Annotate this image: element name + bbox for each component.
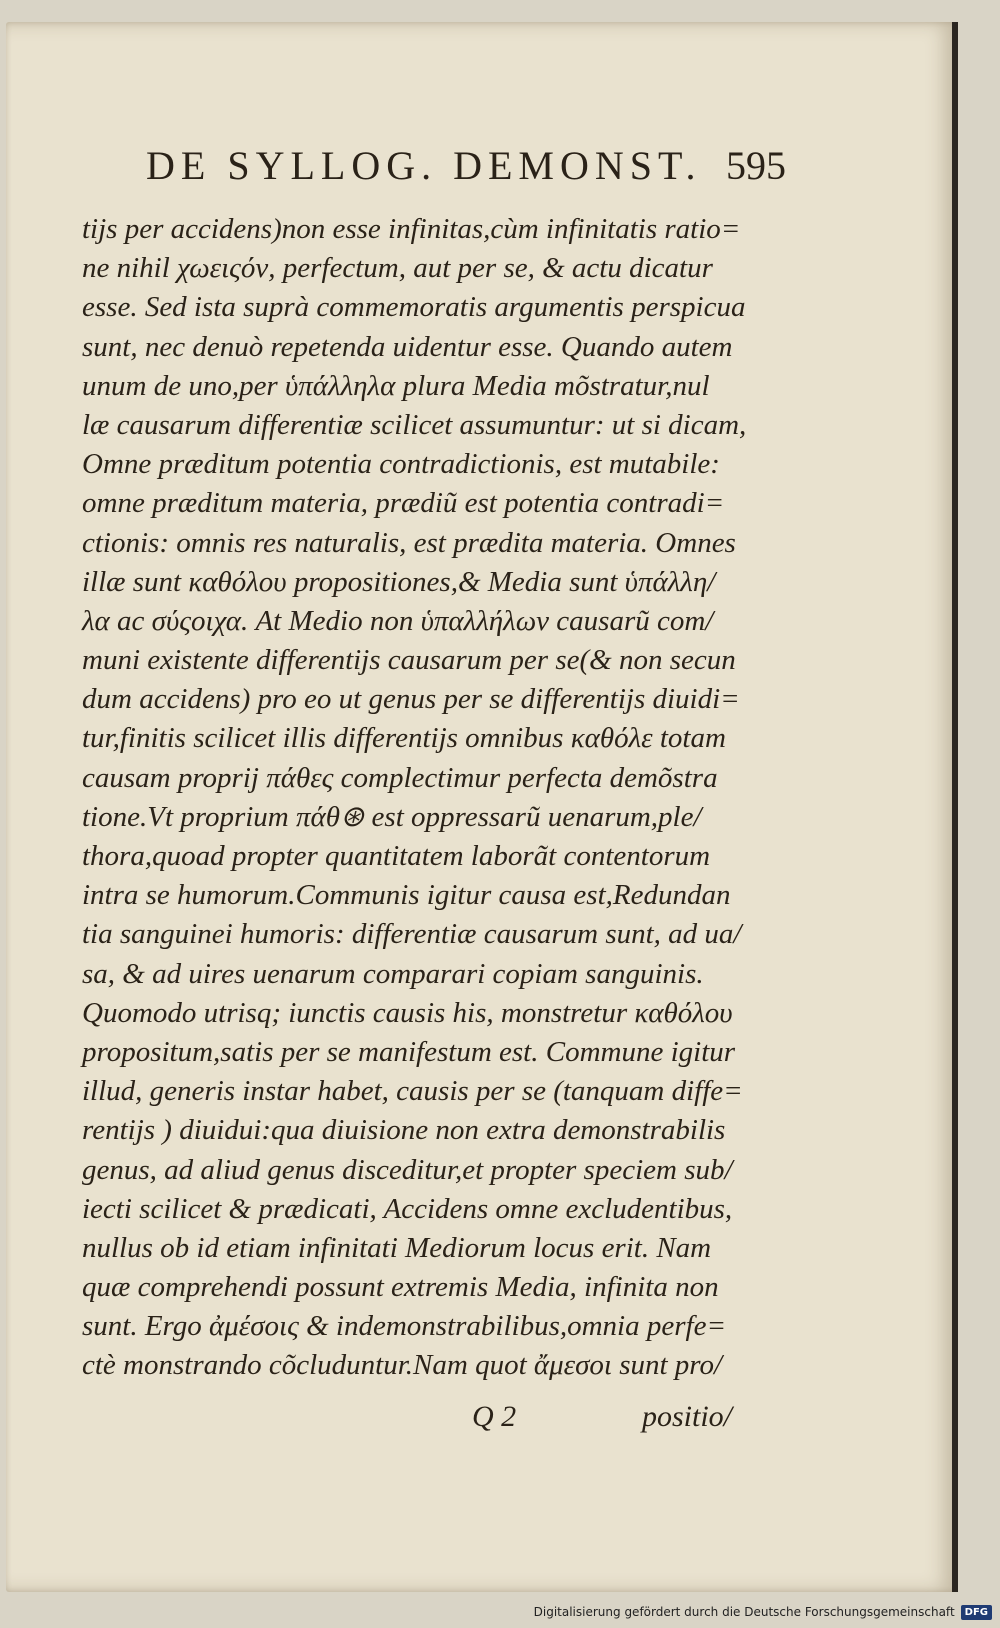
page-number: 595 (726, 143, 786, 188)
text-line: omne præditum materia, prædiũ est potentia contradi= (82, 487, 725, 520)
text-line: tijs per accidens)non esse infinitas,cùm infinitatis ratio= (82, 213, 741, 245)
text-line: sunt. Ergo ἀμέσοις & indemonstrabilibus,omnia perfe= (82, 1310, 727, 1343)
text-line: intra se humorum.Communis igitur causa est,Redundan (82, 879, 731, 912)
text-block (82, 210, 782, 1386)
digitization-credit (534, 1602, 992, 1622)
text-line: ctè monstrando cõcluduntur.Nam quot ἄμεσοι sunt pro/ (82, 1349, 723, 1382)
text-line: illæ sunt καθόλου propositiones,& Media sunt ὑπάλλη/ (82, 565, 716, 598)
text-line: Omne præditum potentia contradictionis, est mutabile: (82, 448, 720, 481)
text-line: genus, ad aliud genus disceditur,et propter speciem sub/ (82, 1153, 733, 1186)
text-line: rentijs ) diuidui:qua diuisione non extra demonstrabilis (82, 1114, 726, 1147)
text-line: esse. Sed ista suprà commemoratis argumentis perspicua (82, 291, 746, 324)
text-line: causam proprij πάθες complectimur perfecta demõstra (82, 761, 718, 794)
text-line: læ causarum differentiæ scilicet assumuntur: ut si dicam, (82, 408, 747, 441)
page-footer (82, 1400, 782, 1440)
text-line: λα ac σύςοιχα. At Medio non ὑπαλλήλων causarũ com/ (82, 604, 714, 637)
text-line: Quomodo utrisq; iunctis causis his, monstretur καθόλου (82, 996, 733, 1029)
text-line: sa, & ad uires uenarum comparari copiam sanguinis. (82, 957, 704, 990)
text-line: unum de uno,per ὑπάλληλα plura Media mõstratur,nul (82, 369, 710, 402)
dfg-logo: DFG (961, 1605, 992, 1620)
text-line: tia sanguinei humoris: differentiæ causarum sunt, ad ua/ (82, 918, 742, 951)
text-line: tur,finitis scilicet illis differentijs omnibus καθόλε totam (82, 722, 726, 755)
text-line: dum accidens) pro eo ut genus per se differentijs diuidi= (82, 683, 740, 716)
signature-mark: Q 2 (472, 1400, 517, 1433)
text-line: ctionis: omnis res naturalis, est prædita materia. Omnes (82, 526, 736, 559)
credit-text: Digitalisierung gefördert durch die Deutsche Forschungsgemeinschaft (533, 1605, 955, 1619)
text-line: propositum,satis per se manifestum est. Commune igitur (82, 1035, 736, 1068)
text-line: tione.Vt proprium πάθ⊛ est oppressarũ uenarum,ple/ (82, 800, 702, 833)
text-line: iecti scilicet & prædicati, Accidens omne excludentibus, (82, 1192, 733, 1225)
text-line: muni existente differentijs causarum per se(& non secun (82, 644, 736, 677)
page-edge (952, 22, 958, 1592)
running-head: DE SYLLOG. DEMONST. (146, 143, 702, 188)
text-line: quæ comprehendi possunt extremis Media, infinita non (82, 1271, 719, 1304)
text-line: nullus ob id etiam infinitati Mediorum locus erit. Nam (82, 1231, 712, 1264)
text-line: thora,quoad propter quantitatem laborãt contentorum (82, 840, 711, 872)
text-line: sunt, nec denuò repetenda uidentur esse. Quando autem (82, 330, 733, 363)
catchword: positio/ (642, 1400, 733, 1433)
text-line: ne nihil χωειςόν, perfectum, aut per se, & actu dicatur (82, 252, 713, 285)
text-line: illud, generis instar habet, causis per se (tanquam diffe= (82, 1075, 743, 1108)
book-page (6, 22, 958, 1592)
